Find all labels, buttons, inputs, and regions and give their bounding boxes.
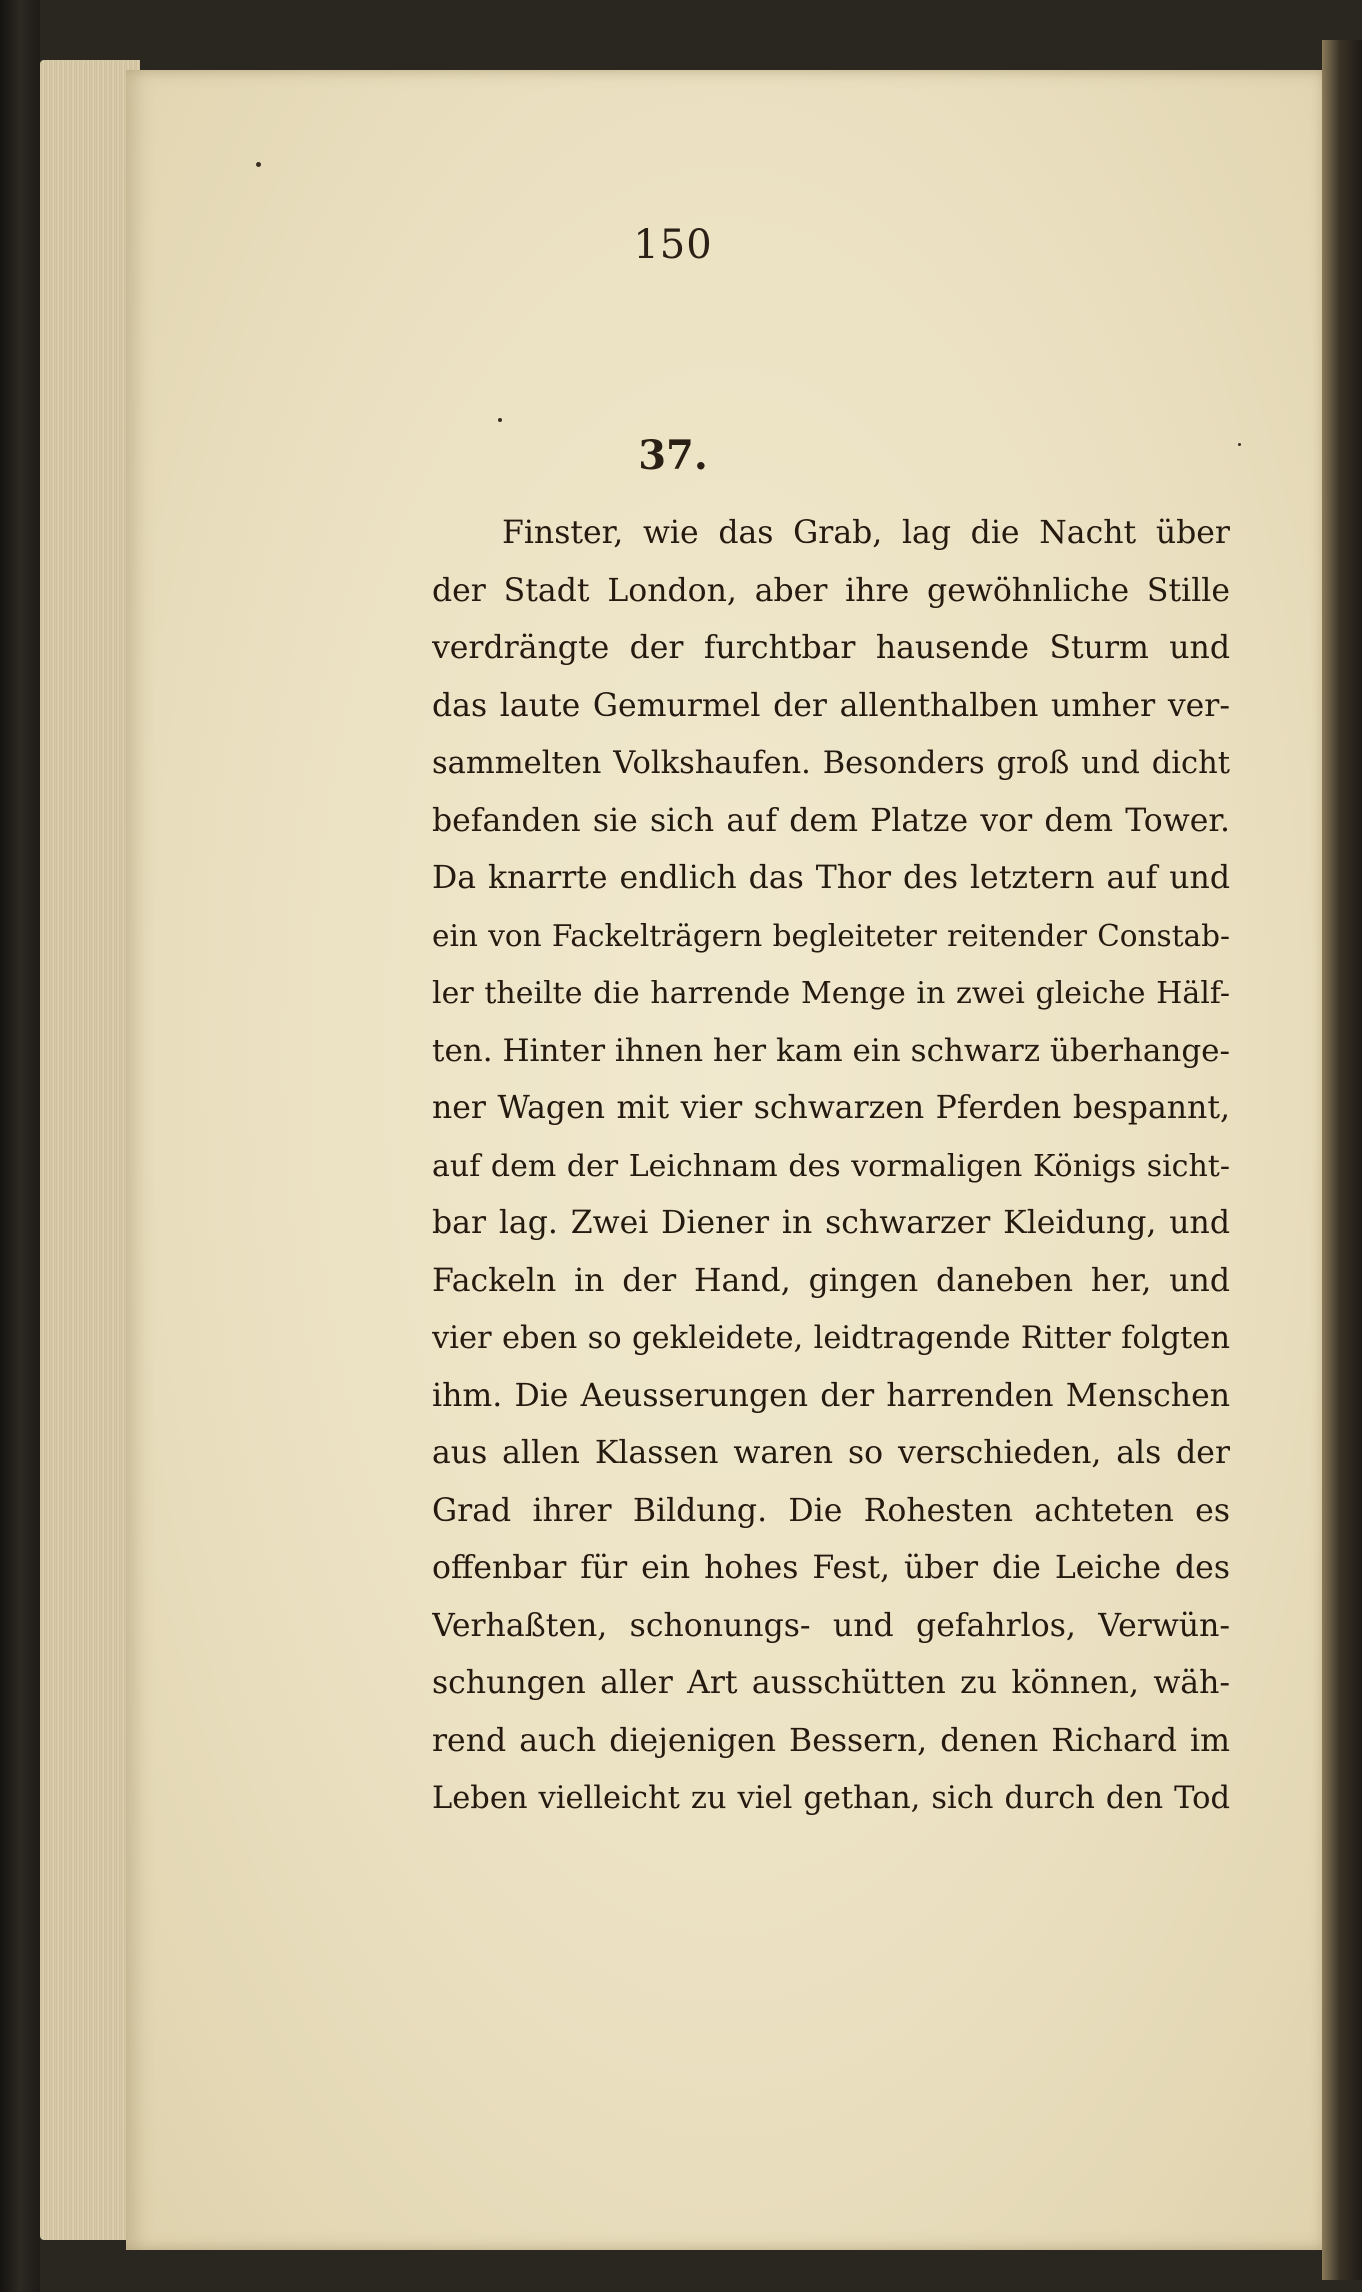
- text-line: auf dem der Leichnam des vormaligen Königs sicht-: [432, 1148, 1230, 1184]
- text-line: schungen aller Art ausschütten zu können, wäh-: [432, 1665, 1230, 1701]
- text-line: der Stadt London, aber ihre gewöhnliche Stille: [432, 572, 1230, 609]
- book-binding-edge: [1322, 40, 1362, 2280]
- text-line: rend auch diejenigen Bessern, denen Richard im: [432, 1722, 1230, 1759]
- text-line: Grad ihrer Bildung. Die Rohesten achteten es: [432, 1492, 1230, 1529]
- text-line: Finster, wie das Grab, lag die Nacht über: [502, 515, 1230, 551]
- text-line: befanden sie sich auf dem Platze vor dem Tower.: [432, 802, 1230, 839]
- text-line: vier eben so gekleidete, leidtragende Ritter folgten: [432, 1321, 1230, 1356]
- chapter-number: 37.: [638, 432, 708, 479]
- text-line: ner Wagen mit vier schwarzen Pferden bespannt,: [432, 1090, 1230, 1126]
- text-line: das laute Gemurmel der allenthalben umher ver-: [432, 687, 1230, 724]
- page-number: 150: [633, 222, 713, 268]
- text-line: ten. Hinter ihnen her kam ein schwarz überhange-: [432, 1032, 1230, 1069]
- text-line: offenbar für ein hohes Fest, über die Leiche des: [432, 1550, 1230, 1586]
- text-line: verdrängte der furchtbar hausende Sturm und: [432, 630, 1230, 666]
- text-line: Leben vielleicht zu viel gethan, sich durch den Tod: [432, 1781, 1230, 1816]
- paper-speck: [498, 418, 502, 422]
- text-line: Verhaßten, schonungs- und gefahrlos, Verwün-: [432, 1607, 1230, 1644]
- paper-speck: [256, 162, 261, 167]
- text-line: ler theilte die harrende Menge in zwei gleiche Hälf-: [432, 976, 1230, 1011]
- text-line: Fackeln in der Hand, gingen daneben her, und: [432, 1262, 1230, 1299]
- text-line: Da knarrte endlich das Thor des letztern auf und: [432, 860, 1230, 896]
- text-line: sammelten Volkshaufen. Besonders groß und dicht: [432, 746, 1230, 781]
- text-line: ein von Fackelträgern begleiteter reitender Constab-: [432, 918, 1230, 953]
- book-cover-edge: [0, 0, 40, 2292]
- page-edges: [40, 60, 140, 2240]
- body-text: [432, 505, 1230, 1828]
- text-line: ihm. Die Aeusserungen der harrenden Menschen: [432, 1377, 1230, 1414]
- text-line: aus allen Klassen waren so verschieden, als der: [432, 1435, 1230, 1471]
- text-line: bar lag. Zwei Diener in schwarzer Kleidung, und: [432, 1205, 1230, 1241]
